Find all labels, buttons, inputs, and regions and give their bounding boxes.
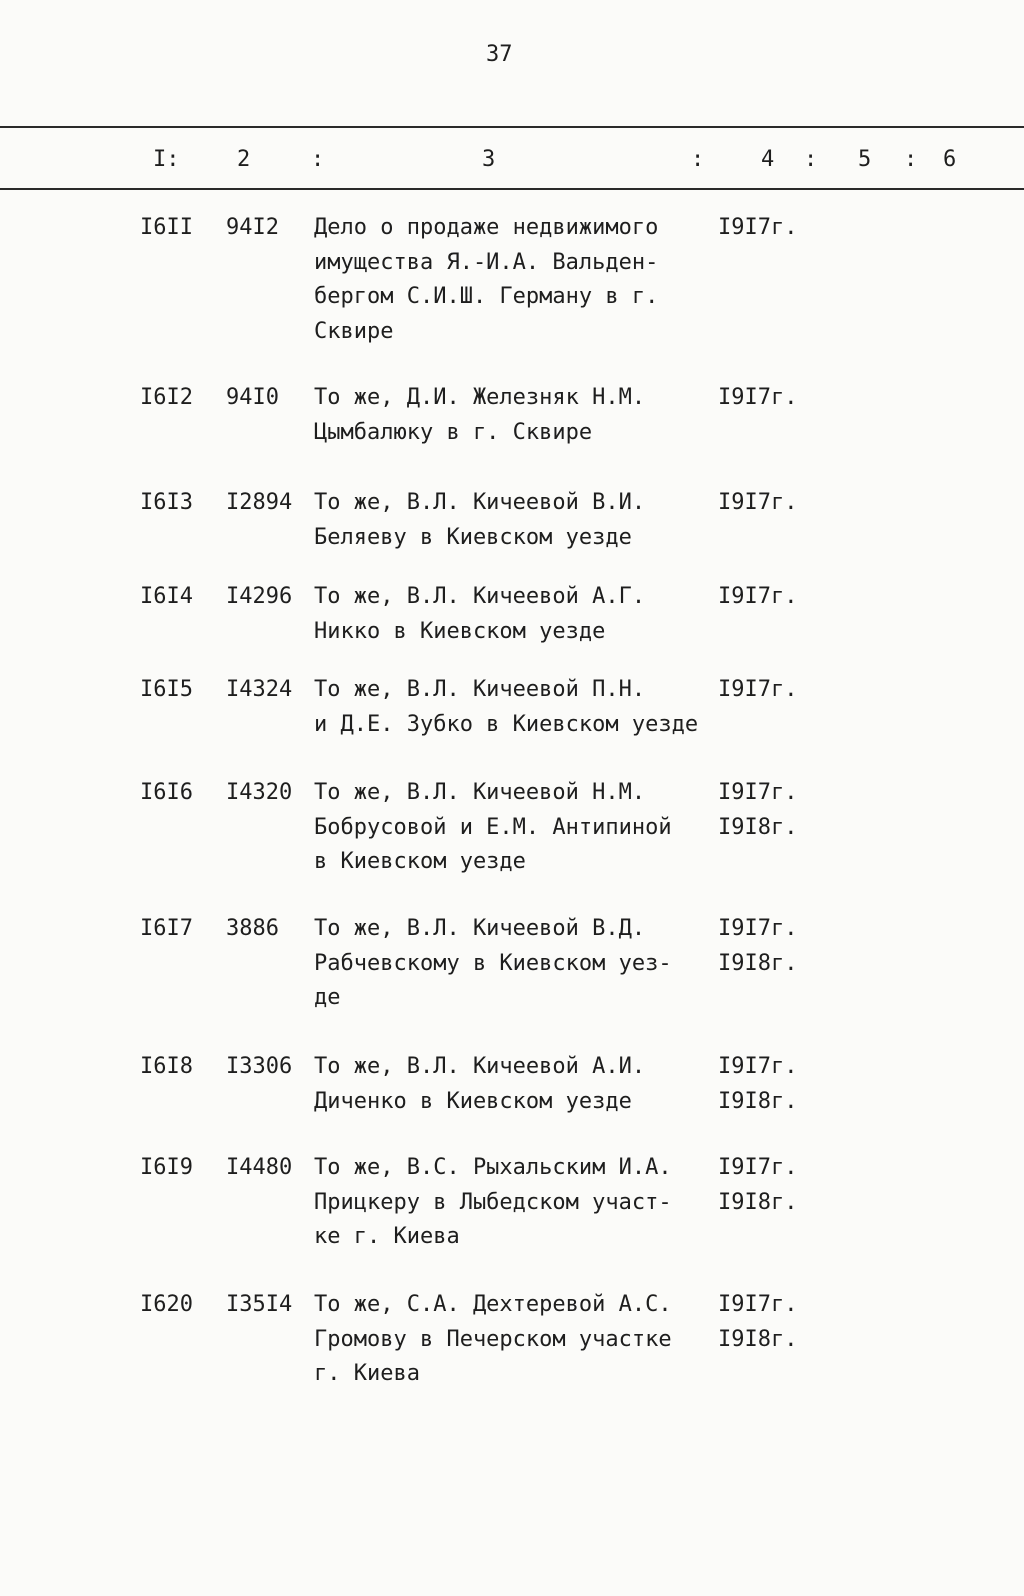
description-line: То же, Д.И. Железняк Н.М.: [314, 385, 646, 410]
record-description: [314, 211, 710, 349]
description-line: То же, В.С. Рыхальским И.А.: [314, 1155, 672, 1180]
description-line: ке г. Киева: [314, 1224, 460, 1249]
description-line: имущества Я.-И.А. Вальден-: [314, 249, 659, 275]
description-line: в Киевском уезде: [314, 849, 526, 874]
record-dates: [718, 1151, 797, 1220]
record-dates: [718, 1050, 797, 1119]
date-line: I9I7г.: [718, 1054, 798, 1079]
record-description: [314, 776, 710, 880]
column-separator: :: [311, 147, 325, 172]
record-description: [314, 486, 710, 555]
file-number: I4296: [226, 584, 293, 609]
column-separator: :: [904, 147, 918, 172]
description-line: Прицкеру в Лыбедском участ-: [314, 1189, 672, 1215]
description-line: г. Киева: [314, 1361, 420, 1386]
file-number: I35I4: [226, 1292, 293, 1317]
record-description: [314, 580, 710, 649]
record-description: [314, 1151, 710, 1255]
record-dates: [718, 673, 797, 708]
column-header-5: 5: [858, 147, 872, 172]
file-number: I2894: [226, 490, 293, 515]
description-line: То же, В.Л. Кичеевой А.Г.: [314, 584, 646, 609]
description-line: Никко в Киевском уезде: [314, 618, 606, 644]
description-line: Громову в Печерском участке: [314, 1326, 672, 1352]
description-line: Бобрусовой и Е.М. Антипиной: [314, 814, 672, 840]
date-line: I9I7г.: [718, 1292, 798, 1317]
record-number: I6I3: [140, 490, 193, 515]
column-separator: :: [691, 147, 705, 172]
description-line: Беляеву в Киевском уезде: [314, 524, 632, 550]
column-header-3: 3: [482, 147, 496, 172]
record-number: I6II: [140, 215, 193, 240]
column-header-2: 2: [237, 147, 251, 172]
description-line: Сквире: [314, 318, 394, 344]
description-line: То же, В.Л. Кичеевой В.Д.: [314, 916, 646, 941]
date-line: I9I7г.: [718, 916, 798, 941]
record-dates: [718, 776, 797, 845]
date-line: I9I7г.: [718, 385, 798, 410]
record-dates: [718, 211, 797, 246]
record-number: I6I4: [140, 584, 193, 609]
record-dates: [718, 381, 797, 416]
file-number: I3306: [226, 1054, 293, 1079]
date-line: I9I7г.: [718, 780, 798, 805]
file-number: I4324: [226, 677, 293, 702]
record-number: I6I5: [140, 677, 193, 702]
column-header-4: 4: [761, 147, 775, 172]
column-header-6: 6: [943, 147, 957, 172]
record-description: [314, 1288, 710, 1392]
record-number: I6I7: [140, 916, 193, 941]
record-number: I6I6: [140, 780, 193, 805]
date-line: I9I7г.: [718, 677, 798, 702]
description-line: То же, В.Л. Кичеевой Н.М.: [314, 780, 646, 805]
date-line: I9I8г.: [718, 1189, 798, 1215]
date-line: I9I7г.: [718, 584, 798, 609]
record-description: [314, 673, 710, 742]
record-number: I6I8: [140, 1054, 193, 1079]
description-line: бергом С.И.Ш. Герману в г.: [314, 284, 659, 309]
date-line: I9I8г.: [718, 1326, 798, 1352]
record-dates: [718, 1288, 797, 1357]
date-line: I9I8г.: [718, 814, 798, 840]
description-line: То же, В.Л. Кичеевой А.И.: [314, 1054, 646, 1079]
date-line: I9I7г.: [718, 1155, 798, 1180]
record-dates: [718, 486, 797, 521]
date-line: I9I8г.: [718, 950, 798, 976]
record-number: I6I2: [140, 385, 193, 410]
record-description: [314, 1050, 710, 1119]
file-number: 3886: [226, 916, 279, 941]
date-line: I9I7г.: [718, 215, 798, 240]
description-line: Дело о продаже недвижимого: [314, 215, 659, 240]
record-description: [314, 381, 710, 450]
description-line: де: [314, 985, 341, 1010]
record-dates: [718, 580, 797, 615]
header-top-rule: [0, 126, 1024, 128]
date-line: I9I8г.: [718, 1088, 798, 1114]
column-separator: :: [804, 147, 818, 172]
record-number: I6I9: [140, 1155, 193, 1180]
file-number: 94I2: [226, 215, 279, 240]
header-bottom-rule: [0, 188, 1024, 190]
record-description: [314, 912, 710, 1016]
description-line: Диченко в Киевском уезде: [314, 1088, 632, 1114]
description-line: То же, В.Л. Кичеевой В.И.: [314, 490, 646, 515]
file-number: I4320: [226, 780, 293, 805]
description-line: То же, С.А. Дехтеревой А.С.: [314, 1292, 672, 1317]
file-number: 94I0: [226, 385, 279, 410]
page-number: 37: [486, 42, 513, 67]
record-dates: [718, 912, 797, 981]
date-line: I9I7г.: [718, 490, 798, 515]
column-header-1: I:: [153, 147, 180, 172]
record-number: I620: [140, 1292, 193, 1317]
description-line: и Д.Е. Зубко в Киевском уезде: [314, 711, 699, 737]
description-line: Цымбалюку в г. Сквире: [314, 419, 593, 445]
file-number: I4480: [226, 1155, 293, 1180]
description-line: То же, В.Л. Кичеевой П.Н.: [314, 677, 646, 702]
description-line: Рабчевскому в Киевском уез-: [314, 950, 672, 976]
